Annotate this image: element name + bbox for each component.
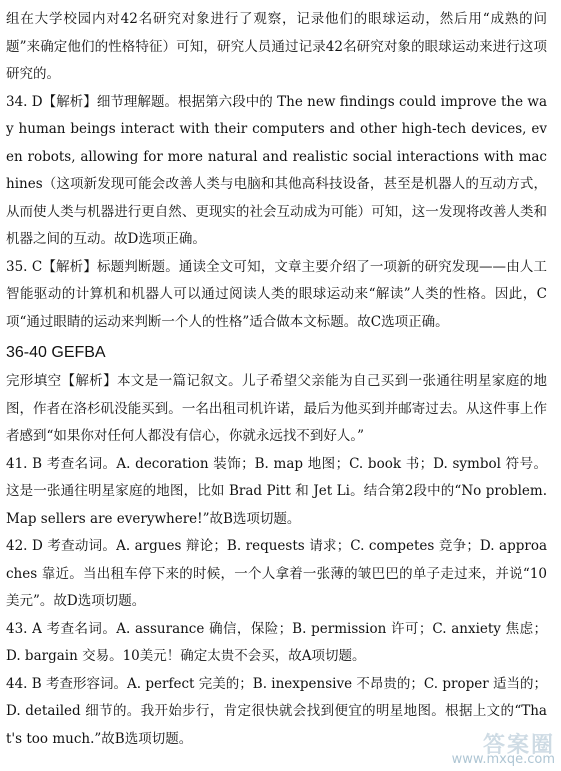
section-heading: 36-40 GEFBA — [6, 344, 106, 361]
paragraph-q35: 35. C【解析】标题判断题。通读全文可知，文章主要介绍了一项新的研究发现——由人工智能驱动的计算机和机器人可以通过阅读人类的眼球运动来“解读”人类的性格。因此，C项“通过眼睛的运动来判断一个人的性格”适合做本文标题。故C选项正确。 — [6, 258, 547, 330]
watermark-url: www.mxqe.com — [451, 752, 555, 767]
paragraph-q34: 34. D【解析】细节理解题。根据第六段中的 The new findings could improve the way human beings interact with their computers and other high-tech devices, even robots, allowing for more natural and realistic social interactions with machines（这项新发现可能会改善人类与电脑和其他高科技设备，甚至是机器人的互动方式，从而使人类与机器进行更自然、更现实的社会互动成为可能）可知，这一发现将改善人类和机器之间的互动。故D选项正确。 — [6, 93, 547, 247]
watermark-logo: 答案圈 — [482, 733, 555, 758]
paragraph-q42: 42. D 考查动词。A. argues 辩论；B. requests 请求；C. competes 竞争；D. approaches 靠近。当出租车停下来的时候，一个人拿着一张薄的皱巴巴的单子走过来，并说“10美元”。故D选项切题。 — [6, 538, 547, 609]
paragraph-q41: 41. B 考查名词。A. decoration 装饰；B. map 地图；C. book 书；D. symbol 符号。这是一张通往明星家庭的地图，比如 Brad Pitt 和 Jet Li。结合第2段中的“No problem. Map sellers are everywhere!”故B选项切题。 — [6, 455, 547, 527]
paragraph-intro: 组在大学校园内对42名研究对象进行了观察，记录他们的眼球运动，然后用“成熟的问题”来确定他们的性格特征）可知，研究人员通过记录42名研究对象的眼球运动来进行这项研究的。 — [6, 11, 547, 82]
paragraph-q44: 44. B 考查形容词。A. perfect 完美的；B. inexpensive 不昂贵的；C. proper 适当的；D. detailed 细节的。我开始步行，肯定很快就会找到便宜的明星地图。根据上文的“That's too much.”故B选项切题。 — [6, 675, 547, 747]
paragraph-cloze-analysis: 完形填空【解析】本文是一篇记叙文。儿子希望父亲能为自己买到一张通往明星家庭的地图，作者在洛杉矶没能买到。一名出租司机许诺，最后为他买到并邮寄过去。从这件事上作者感到“如果你对任何人都没有信心，你就永远找不到好人。” — [6, 373, 547, 444]
paragraph-q43: 43. A 考查名词。A. assurance 确信，保险；B. permission 许可；C. anxiety 焦虑；D. bargain 交易。10美元！确定太贵不会买，故A项切题。 — [6, 620, 547, 664]
watermark — [451, 733, 555, 767]
